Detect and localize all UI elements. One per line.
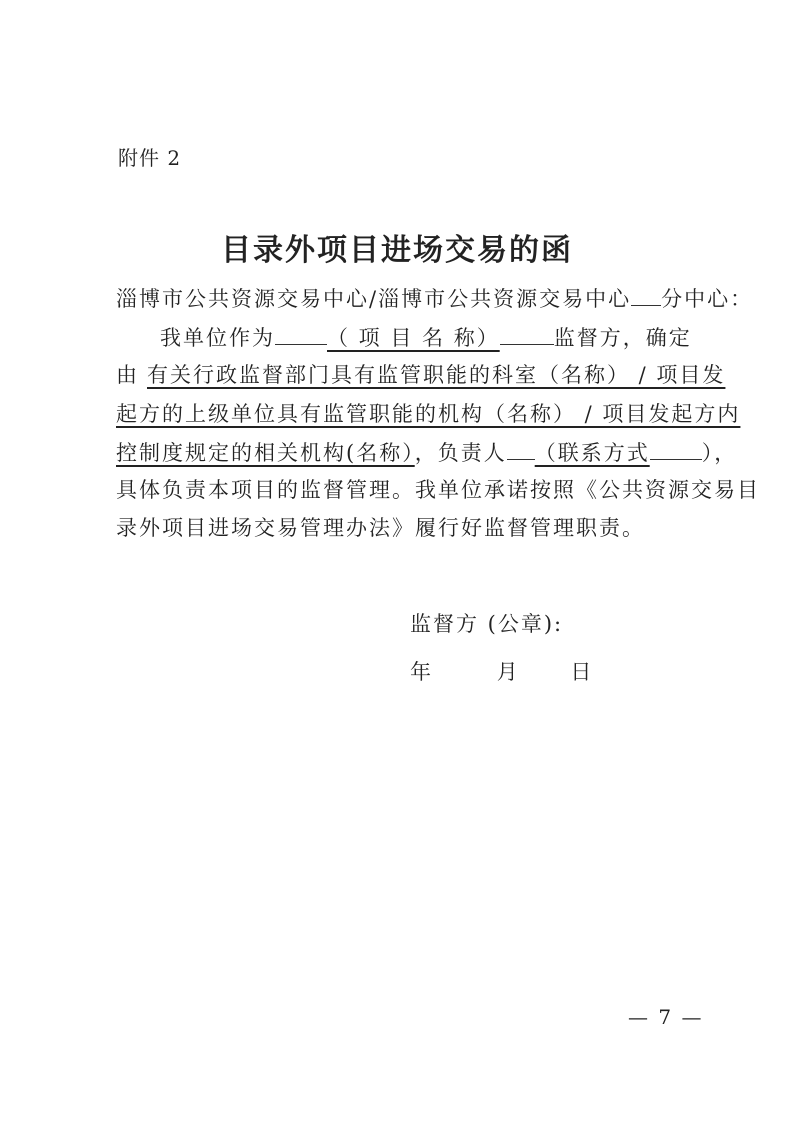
blank-field: [500, 321, 554, 345]
contact-field: （联系方式: [534, 441, 650, 466]
date-day: 日: [570, 660, 594, 684]
project-name-field: （ 项 目 名 称）: [327, 326, 500, 351]
blank-field: [650, 436, 702, 460]
body-text: 监督方，确定: [553, 326, 692, 351]
body-line-2: [116, 359, 725, 389]
body-line-3: [116, 398, 740, 428]
supervisor-options-text: 起方的上级单位具有监管职能的机构（名称） / 项目发起方内: [116, 402, 741, 426]
signature-date: [410, 656, 593, 686]
addressee-text: 淄博市公共资源交易中心/淄博市公共资源交易中心: [116, 287, 632, 312]
responsible-person-blank: [507, 436, 535, 460]
body-text: 由: [116, 363, 139, 387]
date-month: 月: [496, 660, 520, 684]
supervisor-options-text: 控制度规定的相关机构(名称）: [116, 441, 415, 466]
body-text: ，负责人: [414, 441, 507, 466]
body-text: 我单位作为: [160, 326, 275, 351]
body-line-4: [116, 436, 737, 467]
date-year: 年: [410, 660, 433, 684]
addressee-line: [116, 282, 753, 313]
branch-blank: [631, 282, 661, 306]
blank-field: [275, 321, 327, 345]
body-line-1: [160, 321, 692, 352]
supervisor-options-text: 有关行政监督部门具有监管职能的科室（名称） / 项目发: [147, 363, 726, 387]
addressee-branch: 分中心：: [661, 287, 754, 312]
document-title: 目录外项目进场交易的函: [221, 233, 573, 268]
body-line-6: 录外项目进场交易管理办法》履行好监督管理职责。: [116, 516, 645, 540]
body-text: ），: [701, 441, 738, 466]
body-line-5: 具体负责本项目的监督管理。我单位承诺按照《公共资源交易目: [116, 478, 760, 502]
page-number: — 7 —: [628, 1005, 704, 1029]
attachment-label: 附件 2: [118, 146, 182, 170]
signature-label: 监督方 (公章):: [410, 612, 564, 636]
